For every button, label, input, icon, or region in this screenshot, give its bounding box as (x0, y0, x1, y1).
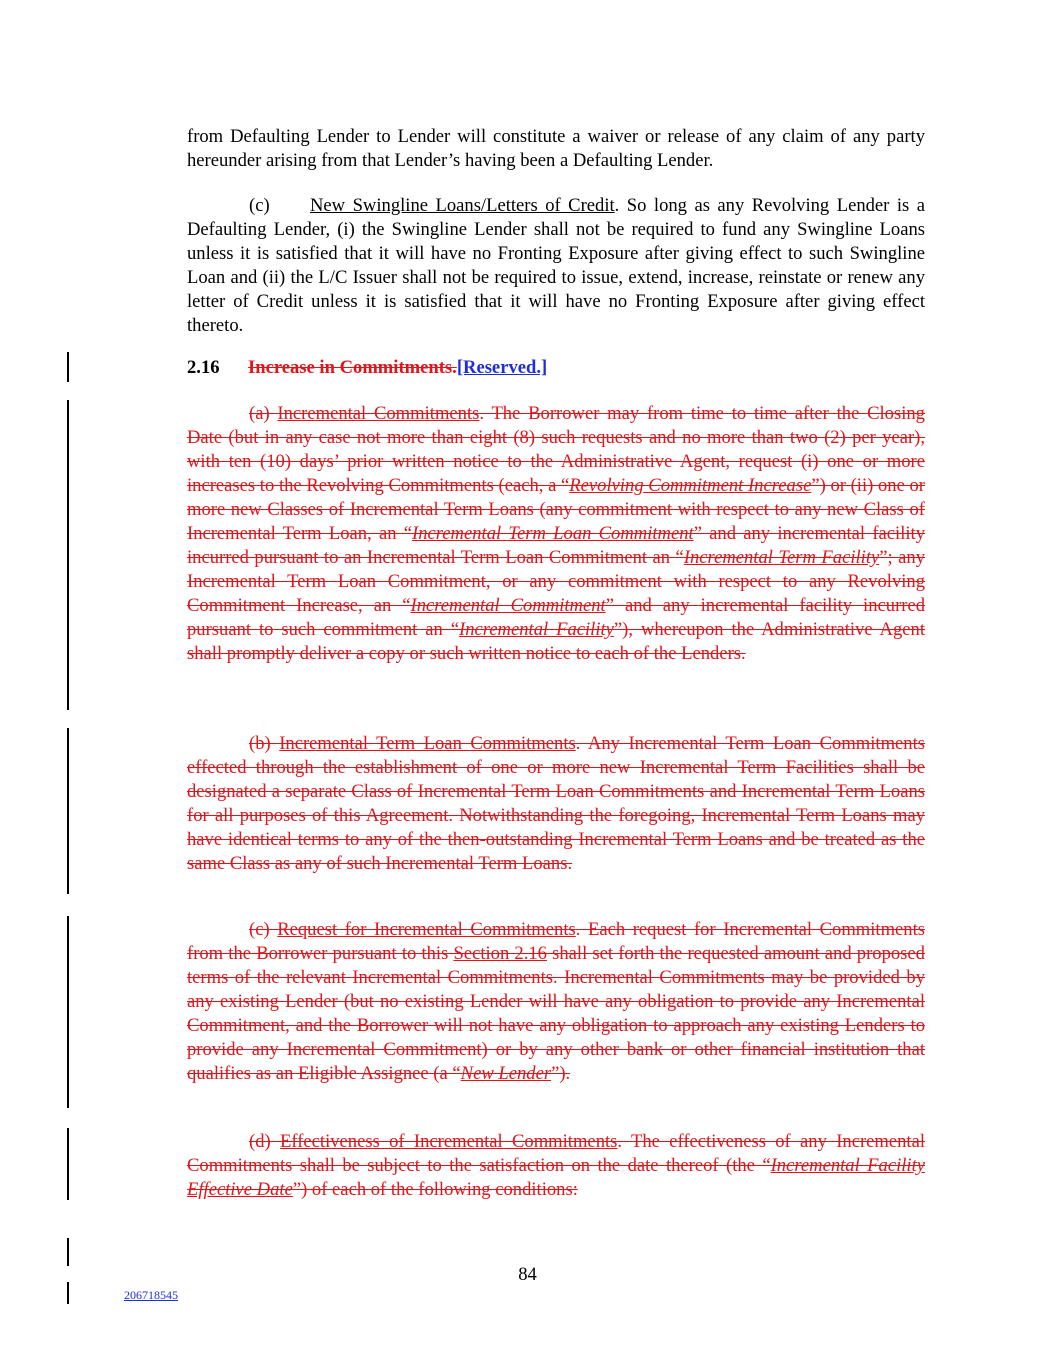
defined-term: Incremental Commitment (410, 595, 606, 616)
continuation-text: from Defaulting Lender to Lender will constitute a waiver or release of any claim of any party hereunder arising from that Lender’s having been a Defaulting Lender. (187, 126, 925, 171)
change-bar (67, 916, 69, 1108)
defined-term: Incremental Term Facility (683, 547, 880, 568)
section-heading (187, 356, 547, 380)
continuation-paragraph (187, 125, 925, 173)
paragraph-c-title: New Swingline Loans/Letters of Credit (310, 195, 615, 216)
subsection-d-text: ”) of each of the following conditions: (292, 1179, 578, 1200)
subsection-b-text: . Any Incremental Term Loan Commitments effected through the establishment of one or more new Incremental Term Facilities shall be designated a separate Class of Incremental Term Loan Commitments and Incremental Term Loans for all purposes of this Agreement. Notwithstanding the foregoing, Incremental Term Loans may have identical terms to any of the then-outstanding Incremental Term Loans and be treated as the same Class as any of such Incremental Term Loans. (187, 733, 925, 874)
paragraph-c-label: (c) (249, 195, 270, 216)
subsection-d (187, 1130, 925, 1202)
subsection-b-title: Incremental Term Loan Commitments (279, 733, 576, 754)
subsection-a-text: ” and any incremental facility incurred pursuant to an Incremental Term Loan Commitment an “ (187, 523, 925, 568)
inserted-reserved: [Reserved.] (456, 357, 548, 378)
defined-term: Incremental Facility (459, 619, 614, 640)
subsection-a-text: ” and any incremental facility incurred pursuant to such commitment an “ (187, 595, 925, 640)
subsection-c (187, 918, 925, 1086)
subsection-c-text: . Each request for Incremental Commitments from the Borrower pursuant to this (187, 919, 925, 964)
change-bar (67, 1238, 69, 1266)
subsection-a-text: . The Borrower may from time to time after the Closing Date (but in any case not more than eight (8) such requests and no more than two (2) per year), with ten (10) days’ prior written notice to the Administrative Agent, request (i) one or more increases to the Revolving Commitments (each, a “ (187, 403, 925, 496)
subsection-c-text: ”). (551, 1063, 571, 1084)
subsection-d-label: (d) (249, 1131, 280, 1152)
subsection-d-text: . The effectiveness of any Incremental Commitments shall be subject to the satisfaction on the date thereof (the “ (187, 1131, 925, 1176)
subsection-a-text: ”; any Incremental Term Loan Commitment, or any commitment with respect to any Revolving Commitment Increase, an “ (187, 547, 925, 616)
paragraph-c (187, 194, 925, 338)
defined-term: Revolving Commitment Increase (569, 475, 812, 496)
subsection-b (187, 732, 925, 876)
subsection-a (187, 402, 925, 666)
subsection-b-label: (b) (249, 733, 280, 754)
paragraph-c-body: . So long as any Revolving Lender is a Defaulting Lender, (i) the Swingline Lender shall not be required to fund any Swingline Loans unless it is satisfied that it will have no Fronting Exposure after giving effect to such Swingline Loan and (ii) the L/C Issuer shall not be required to issue, extend, increase, reinstate or renew any letter of Credit unless it is satisfied that it will have no Fronting Exposure after giving effect thereto. (187, 195, 925, 336)
subsection-c-label: (c) (249, 919, 278, 940)
deleted-period: . (452, 357, 457, 378)
subsection-a-text: ”), whereupon the Administrative Agent shall promptly deliver a copy or such written notice to each of the Lenders. (187, 619, 925, 664)
defined-term: New Lender (460, 1063, 552, 1084)
section-reference: Section 2.16 (453, 943, 547, 964)
defined-term: Incremental Term Loan Commitment (412, 523, 694, 544)
change-bar (67, 352, 69, 382)
document-id-link[interactable]: 206718545 (124, 1288, 178, 1302)
subsection-c-title: Request for Incremental Commitments (277, 919, 576, 940)
change-bar (67, 728, 69, 894)
change-bar (67, 400, 69, 710)
subsection-a-label: (a) (249, 403, 278, 424)
subsection-c-text: shall set forth the requested amount and proposed terms of the relevant Incremental Commitments. Incremental Commitments may be provided by any existing Lender (but no existing Lender will have any obligation to provide any Incremental Commitment, and the Borrower will not have any obligation to approach any existing Lenders to provide any Incremental Commitment) or by any other bank or other financial institution that qualifies as an Eligible Assignee (a “ (187, 943, 925, 1084)
change-bar (67, 1128, 69, 1200)
page-number: 84 (518, 1264, 537, 1285)
section-number: 2.16 (187, 357, 220, 378)
subsection-d-title: Effectiveness of Incremental Commitments (280, 1131, 618, 1152)
subsection-a-title: Incremental Commitments (277, 403, 480, 424)
deleted-section-title: Increase in Commitments (248, 357, 453, 378)
subsection-a-text: ”) or (ii) one or more new Classes of Incremental Term Loans (any commitment with respect to any new Class of Incremental Term Loan, an “ (187, 475, 926, 544)
defined-term: Incremental Facility Effective Date (187, 1155, 925, 1200)
